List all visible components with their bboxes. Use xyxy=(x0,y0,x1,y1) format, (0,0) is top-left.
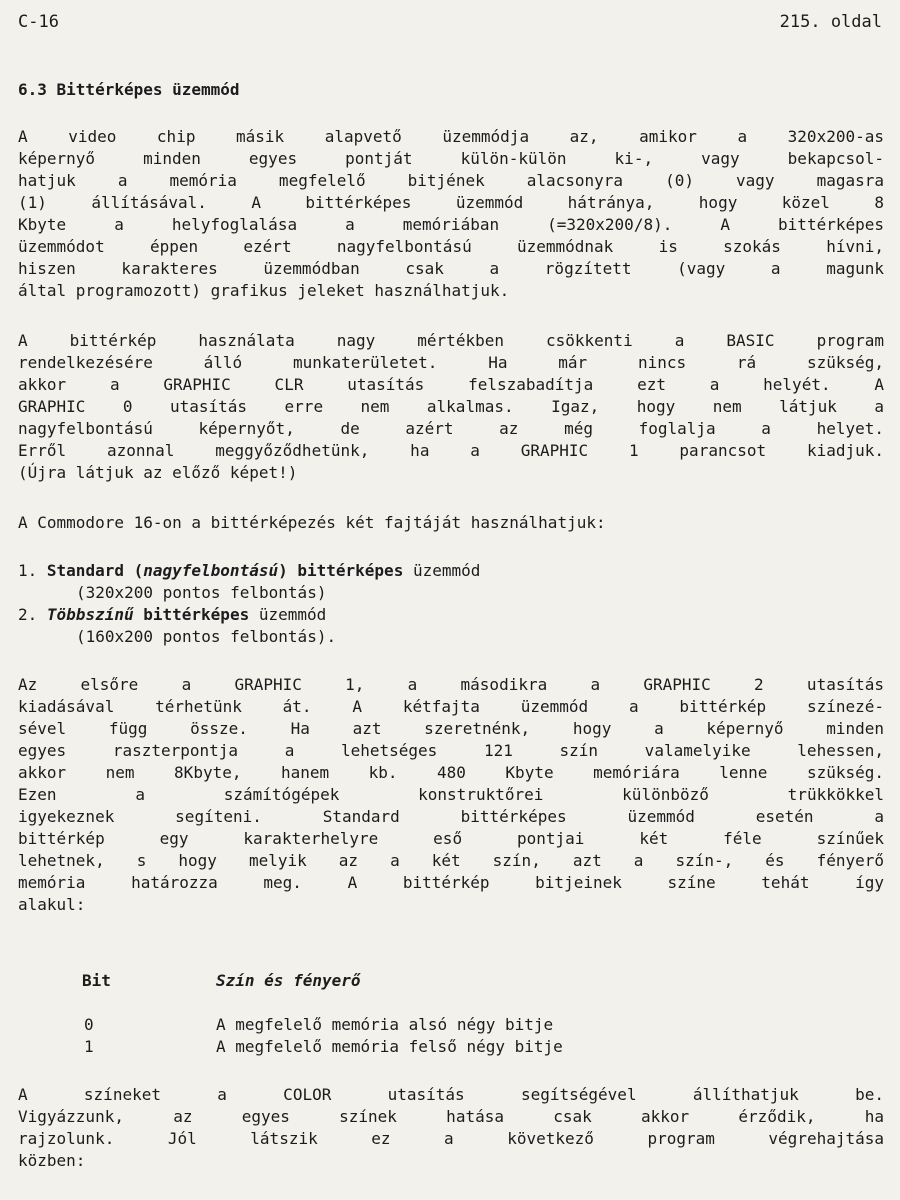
paragraph-5 xyxy=(18,1084,884,1172)
paragraph-3 xyxy=(18,512,884,534)
table-header-color: Szín és fényerő xyxy=(216,971,361,990)
table-header-row xyxy=(18,970,884,992)
list-item xyxy=(18,604,884,626)
paragraph-line: kiadásával térhetünk át. A kétfajta üzemmód a bittérkép színezé- xyxy=(18,697,884,716)
paragraph-line: Ezen a számítógépek konstruktőrei különböző trükkökkel xyxy=(18,785,884,804)
list-text-italic: nagyfelbontású xyxy=(143,561,279,580)
list-item-detail: (160x200 pontos felbontás). xyxy=(76,627,337,646)
bit-color-table xyxy=(18,970,884,1058)
paragraph-line: alakul: xyxy=(18,895,86,914)
table-header-bit: Bit xyxy=(82,971,111,990)
paragraph-line: Vigyázzunk, az egyes színek hatása csak akkor érződik, ha xyxy=(18,1107,884,1126)
paragraph-line: akkor nem 8Kbyte, hanem kb. 480 Kbyte memóriára lenne szükség. xyxy=(18,763,884,782)
paragraph-line: A színeket a COLOR utasítás segítségével állíthatjuk be. xyxy=(18,1085,884,1104)
list-text: bittérképes xyxy=(133,605,250,624)
paragraph-1 xyxy=(18,126,884,302)
page-number: 215. oldal xyxy=(779,12,882,32)
paragraph-line: üzemmódot éppen ezért nagyfelbontású üzemmódnak is szokás hívni, xyxy=(18,237,884,256)
paragraph-line: bittérkép egy karakterhelyre eső pontjai két féle színűek xyxy=(18,829,884,848)
paragraph-line: A video chip másik alapvető üzemmódja az, amikor a 320x200-as xyxy=(18,127,884,146)
paragraph-line: igyekeznek segíteni. Standard bittérképes üzemmód esetén a xyxy=(18,807,884,826)
paragraph-line: (1) állításával. A bittérképes üzemmód hátránya, hogy közel 8 xyxy=(18,193,884,212)
paragraph-line: nagyfelbontású képernyőt, de azért az még foglalja a helyet. xyxy=(18,419,884,438)
paragraph-line: akkor a GRAPHIC CLR utasítás felszabadítja ezt a helyét. A xyxy=(18,375,884,394)
paragraph-line: Az elsőre a GRAPHIC 1, a másodikra a GRAPHIC 2 utasítás xyxy=(18,675,884,694)
table-cell-desc: A megfelelő memória alsó négy bitje xyxy=(216,1015,554,1034)
list-text: ) bittérképes xyxy=(278,561,404,580)
table-row xyxy=(18,1036,884,1058)
paragraph-line: A bittérkép használata nagy mértékben csökkenti a BASIC program xyxy=(18,331,884,350)
paragraph-line: egyes raszterpontja a lehetséges 121 szín valamelyike lehessen, xyxy=(18,741,884,760)
paragraph-2 xyxy=(18,330,884,484)
table-cell-desc: A megfelelő memória felső négy bitje xyxy=(216,1037,563,1056)
paragraph-line: memória határozza meg. A bittérkép bitjeinek színe tehát így xyxy=(18,873,884,892)
table-cell-bit: 0 xyxy=(84,1015,94,1034)
paragraph-line: képernyő minden egyes pontját külön-külön ki-, vagy bekapcsol- xyxy=(18,149,884,168)
section-title: 6.3 Bittérképes üzemmód xyxy=(18,80,240,99)
list-text: Standard ( xyxy=(46,561,144,580)
paragraph-line: Erről azonnal meggyőződhetünk, ha a GRAPHIC 1 parancsot kiadjuk. xyxy=(18,441,884,460)
paragraph-line: (Újra látjuk az előző képet!) xyxy=(18,463,298,482)
paragraph-line: rajzolunk. Jól látszik ez a következő program végrehajtása xyxy=(18,1129,884,1148)
paragraph-4 xyxy=(18,674,884,916)
paragraph-line: által programozott) grafikus jeleket használhatjuk. xyxy=(18,281,510,300)
header-left: C-16 xyxy=(18,12,59,32)
paragraph-line: Kbyte a helyfoglalása a memóriában (=320x200/8). A bittérképes xyxy=(18,215,884,234)
list-number: 1. xyxy=(18,561,38,580)
mode-list xyxy=(18,560,884,648)
table-row xyxy=(18,1014,884,1036)
paragraph-line: lehetnek, s hogy melyik az a két szín, azt a szín-, és fényerő xyxy=(18,851,884,870)
table-cell-bit: 1 xyxy=(84,1037,94,1056)
list-text-italic: Többszínű xyxy=(46,605,134,624)
paragraph-line: A Commodore 16-on a bittérképezés két fajtáját használhatjuk: xyxy=(18,513,606,532)
list-item xyxy=(18,560,884,582)
paragraph-line: hiszen karakteres üzemmódban csak a rögzített (vagy a magunk xyxy=(18,259,884,278)
list-item-detail: (320x200 pontos felbontás) xyxy=(76,583,327,602)
paragraph-line: hatjuk a memória megfelelő bitjének alacsonyra (0) vagy magasra xyxy=(18,171,884,190)
paragraph-line: rendelkezésére álló munkaterületet. Ha már nincs rá szükség, xyxy=(18,353,884,372)
list-number: 2. xyxy=(18,605,38,624)
paragraph-line: sével függ össze. Ha azt szeretnénk, hogy a képernyő minden xyxy=(18,719,884,738)
paragraph-line: GRAPHIC 0 utasítás erre nem alkalmas. Igaz, hogy nem látjuk a xyxy=(18,397,884,416)
list-text: üzemmód xyxy=(249,605,327,624)
list-text: üzemmód xyxy=(403,561,481,580)
paragraph-line: közben: xyxy=(18,1151,86,1170)
